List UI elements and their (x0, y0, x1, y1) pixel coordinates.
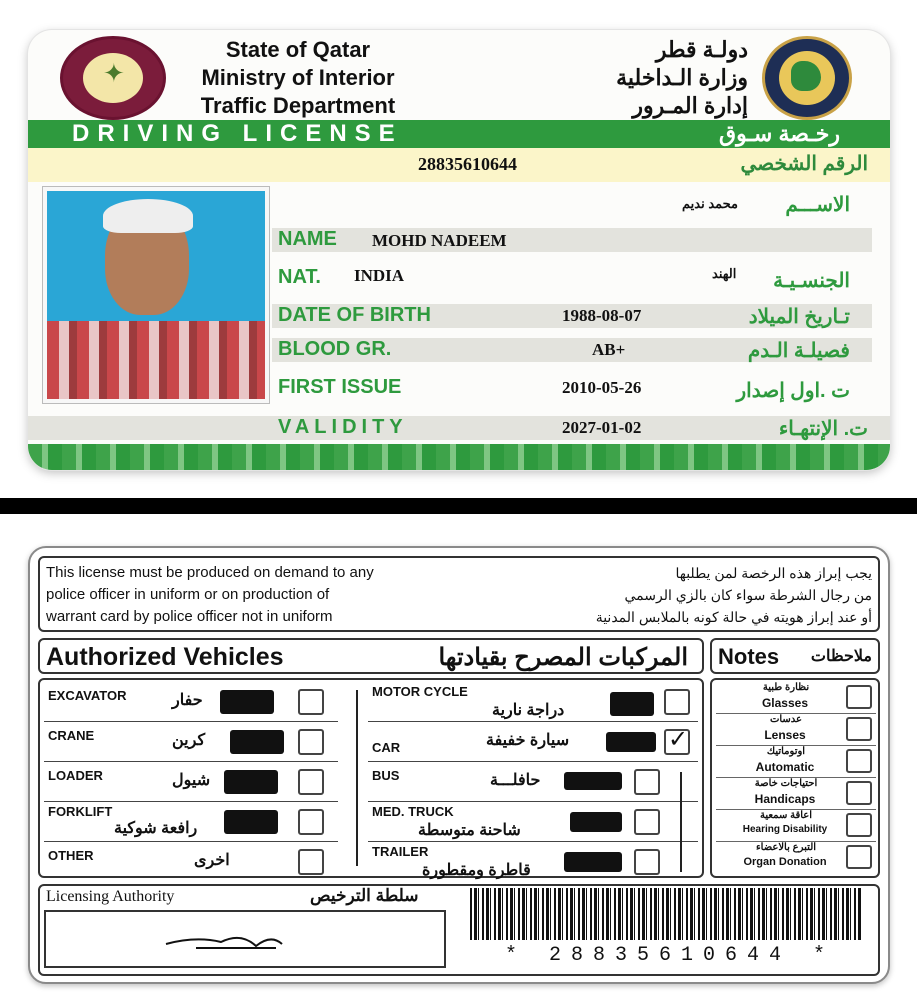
header-ministry: Ministry of Interior (201, 65, 395, 90)
notice-box (38, 556, 880, 632)
notice-line-ar: أو عند إبراز هويته في حالة كونه بالملابس المدنية (595, 609, 872, 625)
first-issue-label: FIRST ISSUE (278, 376, 402, 398)
car-icon (606, 732, 656, 752)
nationality-row (272, 264, 872, 292)
loader-icon (224, 770, 278, 794)
dob-label-ar: تـاريخ الميلاد (748, 306, 850, 328)
divider (0, 498, 917, 514)
header-department-ar: إدارة المـرور (632, 93, 748, 118)
name-arabic: محمد نديم (682, 196, 739, 211)
forklift-checkbox (298, 809, 324, 835)
vehicle-forklift (44, 804, 338, 842)
vehicle-other (44, 844, 338, 882)
notice-arabic (542, 562, 872, 628)
vehicle-label: CRANE (48, 728, 95, 743)
organ-donation-checkbox (846, 845, 872, 869)
validity-label: VALIDITY (278, 416, 408, 438)
note-lenses (716, 714, 876, 746)
vehicle-label: TRAILER (372, 844, 429, 859)
name-label-ar: الاســـم (785, 194, 850, 216)
note-label: Hearing Disability (742, 824, 828, 835)
authorized-vehicles-header (38, 638, 704, 674)
gcc-emblem-icon (762, 36, 852, 120)
note-label: Automatic (755, 760, 815, 774)
notice-line-ar: يجب إبراز هذه الرخصة لمن يطلبها (675, 565, 872, 581)
nationality-label-ar: الجنسـيـة (773, 270, 850, 292)
note-label-ar: احتياجات خاصة (754, 778, 818, 789)
header-state-ar: دولـة قطر (655, 37, 748, 62)
vehicle-label: MOTOR CYCLE (372, 684, 468, 699)
title-english: DRIVING LICENSE (72, 120, 403, 147)
title-band (28, 120, 890, 148)
vehicle-label-ar: اخرى (194, 852, 230, 869)
barcode (470, 888, 862, 940)
authorized-title-ar: المركبات المصرح بقيادتها (438, 644, 688, 671)
dob-row (272, 304, 872, 328)
vehicle-loader (44, 764, 338, 802)
vehicle-label-ar: دراجة نارية (492, 702, 565, 719)
note-automatic (716, 746, 876, 778)
validity-label-ar: ت. الإنتهـاء (778, 418, 868, 440)
vehicle-label-ar: سيارة خفيفة (486, 732, 570, 749)
blood-label: BLOOD GR. (278, 338, 392, 360)
first-issue-label-ar: ت .اول إصدار (736, 380, 850, 402)
signature-box (44, 910, 446, 968)
header-department: Traffic Department (200, 93, 396, 118)
vehicle-label-ar: رافعة شوكية (114, 820, 198, 837)
vehicle-label: EXCAVATOR (48, 688, 127, 703)
note-glasses (716, 682, 876, 714)
bus-checkbox (634, 769, 660, 795)
header-state: State of Qatar (225, 37, 371, 62)
truck-icon (570, 812, 622, 832)
vehicle-bus (368, 764, 698, 802)
lenses-checkbox (846, 717, 872, 741)
note-organ-donation (716, 842, 876, 874)
handicaps-checkbox (846, 781, 872, 805)
car-checkbox (664, 725, 690, 755)
notice-line: warrant card by police officer not in uniform (46, 608, 333, 625)
vehicle-motorcycle (368, 684, 698, 722)
vehicle-label: BUS (372, 768, 400, 783)
vehicle-label-ar: حافلـــة (490, 772, 541, 789)
vehicle-med-truck (368, 804, 698, 842)
vehicle-label-ar: كرين (172, 732, 206, 749)
notes-list (710, 678, 880, 878)
note-label-ar: نظارة طبية (762, 682, 810, 693)
note-label-ar: التبرع بالاعضاء (755, 842, 817, 853)
vehicle-label-ar: شيول (172, 772, 211, 789)
personal-number-row (28, 148, 890, 182)
license-back (28, 546, 890, 984)
forklift-icon (224, 810, 278, 834)
crane-icon (230, 730, 284, 754)
other-checkbox (298, 849, 324, 875)
barcode-number: * 28835610644 * (504, 944, 836, 967)
qatar-emblem-icon: ✦ (60, 36, 166, 120)
vehicle-crane (44, 724, 338, 762)
name-ar-row (272, 192, 872, 216)
holder-photo (42, 186, 270, 404)
loader-checkbox (298, 769, 324, 795)
decorative-border (28, 444, 890, 470)
notice-line: This license must be produced on demand to any (46, 564, 374, 581)
blood-row (272, 338, 872, 362)
first-issue-row (272, 376, 872, 400)
vehicle-trailer (368, 844, 698, 882)
note-label: Lenses (764, 728, 806, 742)
check-mark-icon: ✓ (668, 725, 689, 753)
name-row (272, 228, 872, 252)
dob-label: DATE OF BIRTH (278, 304, 431, 326)
signature-icon (46, 912, 444, 966)
note-label: Glasses (761, 696, 809, 710)
header-arabic (558, 36, 748, 120)
note-label: Organ Donation (743, 856, 827, 868)
note-handicaps (716, 778, 876, 810)
excavator-icon (220, 690, 274, 714)
motorcycle-icon (610, 692, 654, 716)
vehicle-car (368, 724, 698, 762)
notes-title: Notes (718, 644, 780, 669)
trailer-icon (564, 852, 622, 872)
validity-value: 2027-01-02 (562, 418, 642, 437)
authorized-title: Authorized Vehicles (46, 643, 284, 671)
note-label-ar: اوتوماتيك (766, 746, 806, 757)
note-label-ar: اعاقة سمعية (759, 810, 813, 821)
authority-label: Licensing Authority (46, 888, 175, 905)
note-label-ar: عدسات (769, 714, 803, 725)
vehicle-excavator (44, 684, 338, 722)
crane-checkbox (298, 729, 324, 755)
blood-value: AB+ (592, 340, 626, 359)
notice-line-ar: من رجال الشرطة سواء كان بالزي الرسمي (624, 587, 872, 603)
excavator-checkbox (298, 689, 324, 715)
automatic-checkbox (846, 749, 872, 773)
notes-title-ar: ملاحظات (810, 648, 872, 665)
notice-english (46, 562, 546, 628)
note-label: Handicaps (754, 792, 816, 806)
bus-icon (564, 772, 622, 790)
first-issue-value: 2010-05-26 (562, 378, 642, 397)
licensing-authority-box (38, 884, 880, 976)
header-ministry-ar: وزارة الـداخلية (616, 65, 748, 90)
validity-row (28, 416, 890, 440)
nationality-value: INDIA (354, 266, 405, 285)
vehicle-label: CAR (372, 740, 401, 755)
note-hearing (716, 810, 876, 842)
hearing-checkbox (846, 813, 872, 837)
vehicle-label: MED. TRUCK (372, 804, 454, 819)
vehicle-label: OTHER (48, 848, 94, 863)
vehicle-label-ar: قاطرة ومقطورة (422, 862, 531, 879)
notes-header (710, 638, 880, 674)
license-front (28, 30, 890, 470)
personal-number-label-ar: الرقم الشخصي (740, 153, 868, 175)
vehicle-label-ar: شاحنة متوسطة (418, 822, 521, 839)
name-value: MOHD NADEEM (372, 231, 507, 250)
med-truck-checkbox (634, 809, 660, 835)
bracket (348, 690, 358, 866)
title-arabic: رخـصة سـوق (719, 121, 840, 146)
vehicle-label-ar: حفار (172, 692, 203, 709)
vehicle-label: LOADER (48, 768, 103, 783)
dob-value: 1988-08-07 (562, 306, 642, 325)
motorcycle-checkbox (664, 689, 690, 715)
vehicles-grid (38, 678, 704, 878)
name-label: NAME (278, 228, 337, 250)
bracket (680, 772, 690, 872)
nationality-arabic: الهند (712, 266, 737, 281)
notice-line: police officer in uniform or on production of (46, 586, 330, 603)
authority-label-ar: سلطة الترخيص (310, 886, 419, 905)
trailer-checkbox (634, 849, 660, 875)
nationality-label: NAT. (278, 266, 321, 288)
blood-label-ar: فصيلـة الـدم (747, 340, 850, 362)
personal-number: 28835610644 (418, 154, 517, 174)
glasses-checkbox (846, 685, 872, 709)
header-english (168, 36, 428, 120)
vehicle-label: FORKLIFT (48, 804, 113, 819)
